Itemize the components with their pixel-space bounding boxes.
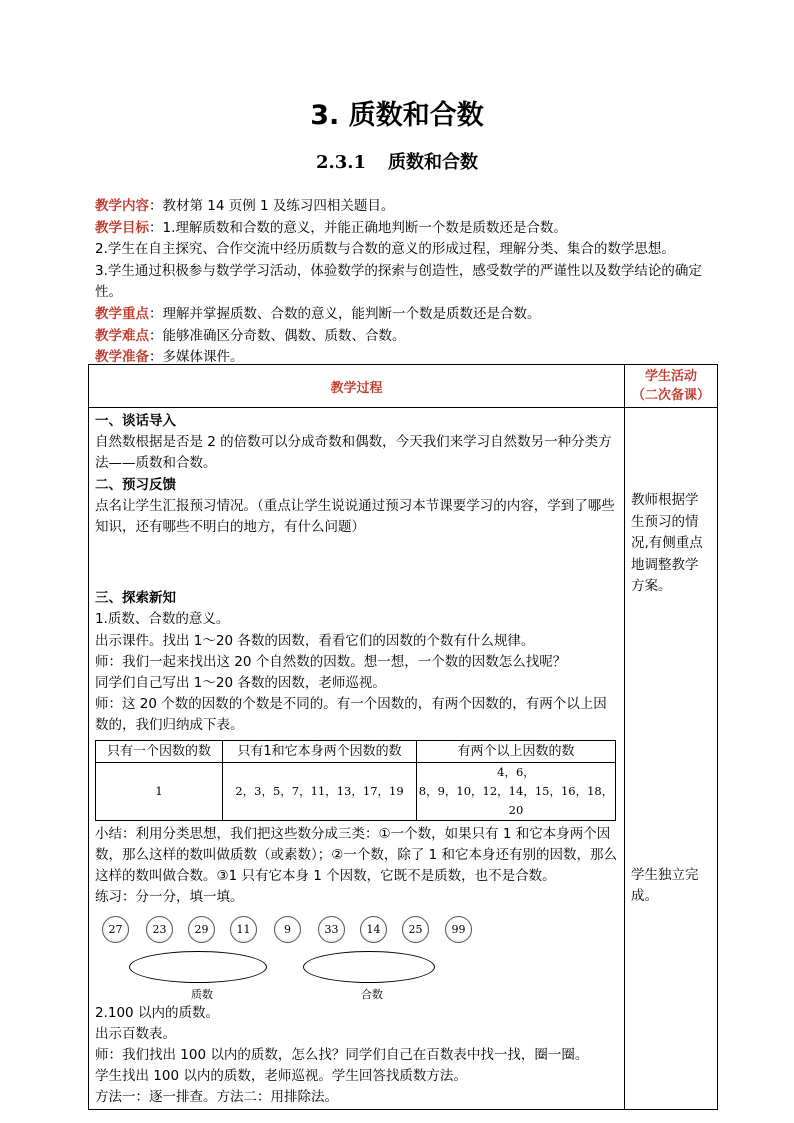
header-process: 教学过程 xyxy=(89,365,625,408)
key-label: 教学重点 xyxy=(95,305,149,322)
factor-header-3: 有两个以上因数的数 xyxy=(417,740,616,762)
subtitle-text: 质数和合数 xyxy=(388,152,479,173)
para-3: 师：我们一起来找出这 20 个自然数的因数。想一想，一个数的因数怎么找呢？ xyxy=(95,653,567,670)
difficulty-label: 教学难点 xyxy=(95,327,149,344)
meta-difficulty xyxy=(95,326,725,348)
factor-table xyxy=(95,740,616,821)
lesson-table xyxy=(88,364,718,1110)
para-2: 出示课件。找出 1～20 各数的因数，看看它们的因数的个数有什么规律。 xyxy=(95,632,535,649)
goals-text-2: 2.学生在自主探究、合作交流中经历质数与合数的意义的形成过程，理解分类、集合的数学思想。 xyxy=(95,241,675,258)
number-circle: 14 xyxy=(360,916,387,943)
summary: 小结：利用分类思想，我们把这些数分成三类：①一个数，如果只有 1 和它本身两个因数，那么这样的数叫做质数（或素数）；②一个数，除了 1 和它本身还有别的因数，那么这样的数叫做合数。③1 只有它本身 1 个因数，它既不是质数，也不是合数。 xyxy=(95,825,618,885)
factor-cell-3 xyxy=(417,762,616,820)
goals-label: 教学目标 xyxy=(95,219,149,236)
factor-cell-1: 1 xyxy=(96,762,223,820)
practice-diagram xyxy=(95,911,618,1003)
side-spacer-mid xyxy=(631,598,711,865)
difficulty-text: ：能够准确区分奇数、偶数、质数、合数。 xyxy=(149,327,406,344)
composite-oval xyxy=(303,951,435,983)
subtitle-number: 2.3.1 xyxy=(315,152,367,173)
goals-text-3: 3.学生通过积极参与数学学习活动，体验数学的探索与创造性，感受数学的严谨性以及数学结论的确定性。 xyxy=(95,262,702,301)
number-circle: 25 xyxy=(402,916,429,943)
section-1-title: 一、谈话导入 xyxy=(95,413,176,429)
number-circle: 9 xyxy=(274,916,301,943)
number-circle: 23 xyxy=(146,916,173,943)
para-5: 师：这 20 个数的因数的个数是不同的。有一个因数的，有两个因数的，有两个以上因数的，我们归纳成下表。 xyxy=(95,696,607,734)
number-circle: 99 xyxy=(445,916,472,943)
activity-column xyxy=(625,408,718,1110)
header-activity xyxy=(625,365,718,408)
doc-title: 3. 质数和合数 xyxy=(310,100,484,131)
side-spacer-top xyxy=(631,408,711,490)
prime-label: 质数 xyxy=(191,987,213,1001)
doc-subtitle xyxy=(0,148,794,174)
number-circle: 11 xyxy=(230,916,257,943)
para-7: 出示百数表。 xyxy=(95,1025,176,1042)
side-note-1: 教师根据学生预习的情况,有侧重点地调整教学方案。 xyxy=(631,492,703,594)
para-8: 师：我们找出 100 以内的质数，怎么找？同学们自己在百数表中找一找，圈一圈。 xyxy=(95,1047,589,1064)
prime-oval xyxy=(129,951,267,983)
number-circle: 33 xyxy=(318,916,345,943)
meta-content xyxy=(95,196,725,218)
prep-label: 教学准备 xyxy=(95,349,149,366)
side-note-2: 学生独立完成。 xyxy=(631,866,699,904)
goals-text-1: ：1.理解质数和合数的意义，并能正确地判断一个数是质数还是合数。 xyxy=(149,219,567,236)
factor-cell-3-line-2: 8，9，10，12，14，15，16，18，20 xyxy=(418,783,614,817)
factor-header-2: 只有1和它本身两个因数的数 xyxy=(223,740,417,762)
header-activity-sub: （二次备课） xyxy=(631,388,710,403)
key-text: ：理解并掌握质数、合数的意义，能判断一个数是质数还是合数。 xyxy=(149,305,541,322)
section-1-text: 自然数根据是否是 2 的倍数可以分成奇数和偶数，今天我们来学习自然数另一种分类方法——质数和合数。 xyxy=(95,434,612,472)
prep-text: ：多媒体课件。 xyxy=(149,349,244,366)
number-circle: 27 xyxy=(102,916,129,943)
para-9: 学生找出 100 以内的质数，老师巡视。学生回答找质数方法。 xyxy=(95,1068,467,1085)
para-6: 2.100 以内的质数。 xyxy=(95,1004,219,1021)
content-text: ：教材第 14 页例 1 及练习四相关题目。 xyxy=(149,198,395,214)
meta-goals xyxy=(95,218,725,240)
factor-cell-2: 2，3，5，7，11，13，17，19 xyxy=(223,762,417,820)
number-circle: 29 xyxy=(188,916,215,943)
para-1: 1.质数、合数的意义。 xyxy=(95,611,230,628)
content-label: 教学内容 xyxy=(95,198,149,214)
header-activity-title: 学生活动 xyxy=(644,369,697,384)
process-content xyxy=(89,408,625,1110)
section-3-title: 三、探索新知 xyxy=(95,590,176,607)
lesson-meta xyxy=(95,196,725,369)
blank-space xyxy=(95,538,618,588)
section-2-text: 点名让学生汇报预习情况。（重点让学生说说通过预习本节课要学习的内容，学到了哪些知识，还有哪些不明白的地方，有什么问题） xyxy=(95,497,615,536)
practice-label: 练习：分一分，填一填。 xyxy=(95,889,244,906)
factor-cell-3-line-1: 4，6， xyxy=(497,764,535,779)
meta-key xyxy=(95,304,725,326)
para-4: 同学们自己写出 1～20 各数的因数，老师巡视。 xyxy=(95,675,386,692)
section-2-title: 二、预习反馈 xyxy=(95,476,176,493)
factor-header-1: 只有一个因数的数 xyxy=(96,740,223,762)
para-10: 方法一：逐一排查。方法二：用排除法。 xyxy=(95,1089,338,1106)
composite-label: 合数 xyxy=(361,987,383,1001)
